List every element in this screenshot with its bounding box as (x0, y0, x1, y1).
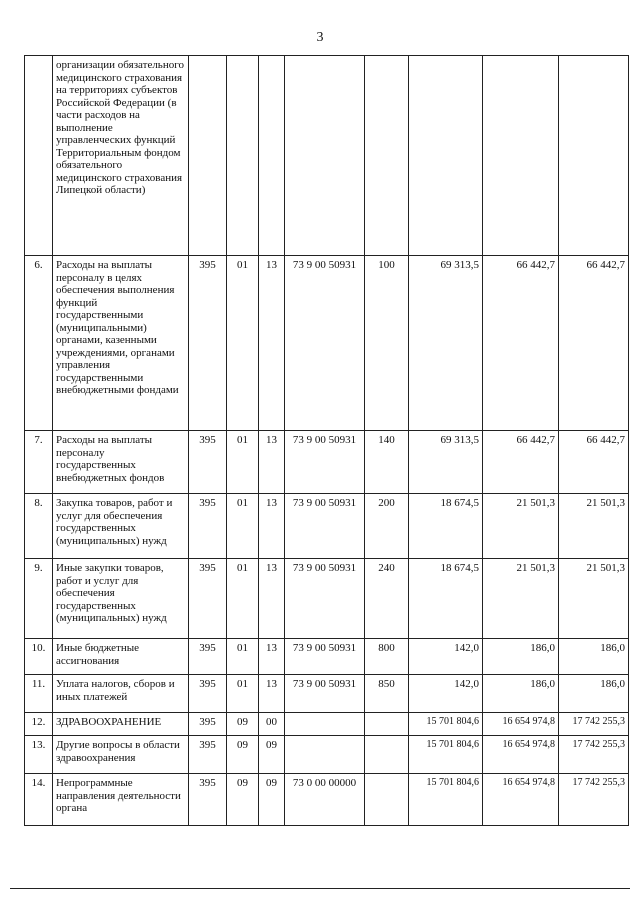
target-article-code: 73 9 00 50931 (285, 639, 365, 675)
table-row (25, 494, 629, 559)
row-name: организации обязательного медицинского страхования на территориях субъектов Российской Федерации (в части расходов на выполнение управленческих функций Территориальным фондом обязательного медицинского страхования Липецкой области) (53, 56, 189, 256)
target-article-code (285, 736, 365, 774)
amount-year-3: 21 501,3 (559, 559, 629, 639)
row-number: 11. (25, 675, 53, 713)
page-bottom-rule (10, 888, 630, 889)
amount-year-1: 69 313,5 (409, 431, 483, 494)
subsection-code: 13 (259, 675, 285, 713)
amount-year-2: 186,0 (483, 675, 559, 713)
row-name: Иные закупки товаров, работ и услуг для обеспечения государственных (муниципальных) нужд (53, 559, 189, 639)
table-row (25, 639, 629, 675)
section-code: 09 (227, 736, 259, 774)
amount-year-1: 18 674,5 (409, 494, 483, 559)
row-number: 6. (25, 256, 53, 431)
target-article-code: 73 9 00 50931 (285, 559, 365, 639)
section-code: 01 (227, 639, 259, 675)
expense-type-code (365, 713, 409, 736)
amount-year-3: 21 501,3 (559, 494, 629, 559)
row-number: 12. (25, 713, 53, 736)
ministry-code: 395 (189, 774, 227, 826)
expense-type-code (365, 56, 409, 256)
target-article-code: 73 9 00 50931 (285, 494, 365, 559)
row-number (25, 56, 53, 256)
row-number: 10. (25, 639, 53, 675)
amount-year-2: 21 501,3 (483, 494, 559, 559)
ministry-code: 395 (189, 559, 227, 639)
amount-year-3: 17 742 255,3 (559, 736, 629, 774)
subsection-code: 13 (259, 256, 285, 431)
ministry-code: 395 (189, 256, 227, 431)
amount-year-1: 15 701 804,6 (409, 736, 483, 774)
amount-year-1: 18 674,5 (409, 559, 483, 639)
section-code: 09 (227, 713, 259, 736)
row-name: Закупка товаров, работ и услуг для обеспечения государственных (муниципальных) нужд (53, 494, 189, 559)
expense-type-code: 100 (365, 256, 409, 431)
amount-year-2 (483, 56, 559, 256)
row-name: Другие вопросы в области здравоохранения (53, 736, 189, 774)
section-code: 01 (227, 431, 259, 494)
row-number: 7. (25, 431, 53, 494)
subsection-code: 13 (259, 431, 285, 494)
row-name: Расходы на выплаты персоналу в целях обеспечения выполнения функций государственными (муниципальными) органами, казенными учреждениями, органами управления государственными внебюджетными фондами (53, 256, 189, 431)
section-code: 01 (227, 256, 259, 431)
amount-year-1: 69 313,5 (409, 256, 483, 431)
amount-year-1: 142,0 (409, 675, 483, 713)
row-number: 13. (25, 736, 53, 774)
amount-year-1: 15 701 804,6 (409, 713, 483, 736)
page-number: 3 (316, 30, 324, 45)
target-article-code: 73 0 00 00000 (285, 774, 365, 826)
expense-type-code: 240 (365, 559, 409, 639)
table-row (25, 256, 629, 431)
table-row (25, 56, 629, 256)
section-code (227, 56, 259, 256)
ministry-code (189, 56, 227, 256)
subsection-code: 13 (259, 639, 285, 675)
amount-year-3: 186,0 (559, 639, 629, 675)
section-code: 01 (227, 559, 259, 639)
row-name: Уплата налогов, сборов и иных платежей (53, 675, 189, 713)
amount-year-3: 17 742 255,3 (559, 774, 629, 826)
target-article-code: 73 9 00 50931 (285, 256, 365, 431)
ministry-code: 395 (189, 713, 227, 736)
table-row (25, 431, 629, 494)
ministry-code: 395 (189, 736, 227, 774)
expense-type-code: 200 (365, 494, 409, 559)
amount-year-2: 16 654 974,8 (483, 774, 559, 826)
row-name: Расходы на выплаты персоналу государственных внебюджетных фондов (53, 431, 189, 494)
amount-year-3 (559, 56, 629, 256)
subsection-code: 13 (259, 494, 285, 559)
target-article-code: 73 9 00 50931 (285, 431, 365, 494)
amount-year-3: 17 742 255,3 (559, 713, 629, 736)
table-row (25, 675, 629, 713)
row-number: 8. (25, 494, 53, 559)
row-name: Непрограммные направления деятельности органа (53, 774, 189, 826)
subsection-code: 13 (259, 559, 285, 639)
table-row (25, 736, 629, 774)
row-number: 9. (25, 559, 53, 639)
ministry-code: 395 (189, 431, 227, 494)
section-code: 01 (227, 494, 259, 559)
amount-year-3: 66 442,7 (559, 256, 629, 431)
expense-type-code (365, 736, 409, 774)
section-code: 01 (227, 675, 259, 713)
amount-year-2: 16 654 974,8 (483, 713, 559, 736)
row-name: ЗДРАВООХРАНЕНИЕ (53, 713, 189, 736)
subsection-code: 09 (259, 774, 285, 826)
amount-year-2: 16 654 974,8 (483, 736, 559, 774)
amount-year-2: 21 501,3 (483, 559, 559, 639)
table-row (25, 713, 629, 736)
ministry-code: 395 (189, 494, 227, 559)
amount-year-2: 186,0 (483, 639, 559, 675)
amount-year-1: 15 701 804,6 (409, 774, 483, 826)
budget-table (24, 55, 629, 826)
amount-year-3: 66 442,7 (559, 431, 629, 494)
subsection-code: 09 (259, 736, 285, 774)
amount-year-1 (409, 56, 483, 256)
amount-year-3: 186,0 (559, 675, 629, 713)
table-row (25, 559, 629, 639)
row-number: 14. (25, 774, 53, 826)
amount-year-2: 66 442,7 (483, 256, 559, 431)
ministry-code: 395 (189, 639, 227, 675)
expense-type-code (365, 774, 409, 826)
expense-type-code: 850 (365, 675, 409, 713)
amount-year-2: 66 442,7 (483, 431, 559, 494)
expense-type-code: 800 (365, 639, 409, 675)
subsection-code (259, 56, 285, 256)
target-article-code (285, 56, 365, 256)
target-article-code: 73 9 00 50931 (285, 675, 365, 713)
amount-year-1: 142,0 (409, 639, 483, 675)
subsection-code: 00 (259, 713, 285, 736)
table-row (25, 774, 629, 826)
section-code: 09 (227, 774, 259, 826)
row-name: Иные бюджетные ассигнования (53, 639, 189, 675)
target-article-code (285, 713, 365, 736)
expense-type-code: 140 (365, 431, 409, 494)
ministry-code: 395 (189, 675, 227, 713)
